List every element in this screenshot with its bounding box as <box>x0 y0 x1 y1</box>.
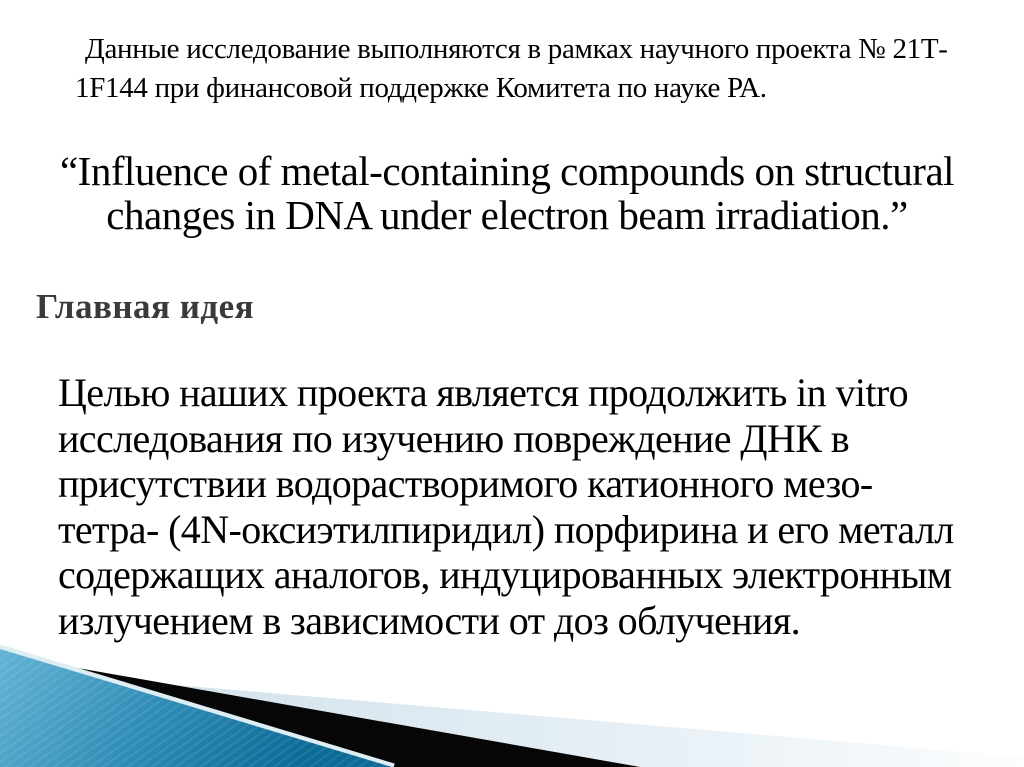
black-wedge <box>55 664 640 767</box>
project-title-line: “Influence of metal-containing compounds on structural <box>59 148 955 194</box>
teal-wedge <box>0 649 392 767</box>
section-heading: Главная идея <box>36 287 255 326</box>
funding-note <box>75 30 965 108</box>
main-idea-line: исследования по изучению повреждение ДНК в <box>58 415 850 461</box>
main-idea-line: содержащих аналогов, индуцированных электронным <box>58 552 952 597</box>
pale-wedge <box>140 682 1024 767</box>
funding-note-line: 1F144 при финансовой поддержке Комитета по науке РА. <box>75 72 767 104</box>
light-separator-line <box>0 647 394 766</box>
main-idea-line: излучением в зависимости от доз облучения. <box>58 597 801 643</box>
main-idea-line: тетра- (4N-оксиэтилпиридил) порфирина и его металл <box>58 506 954 552</box>
project-title-line: changes in DNA under electron beam irradiation.” <box>106 192 908 238</box>
teal-wedge-hatch <box>0 649 392 767</box>
funding-note-line: Данные исследование выполняются в рамках научного проекта № 21Т- <box>85 33 948 65</box>
main-idea-line: присутствии водорастворимого катионного мезо- <box>58 461 873 506</box>
project-title <box>40 149 974 237</box>
main-idea-paragraph <box>58 370 968 643</box>
main-idea-line: Целью наших проекта является продолжить in vitro <box>58 370 909 415</box>
